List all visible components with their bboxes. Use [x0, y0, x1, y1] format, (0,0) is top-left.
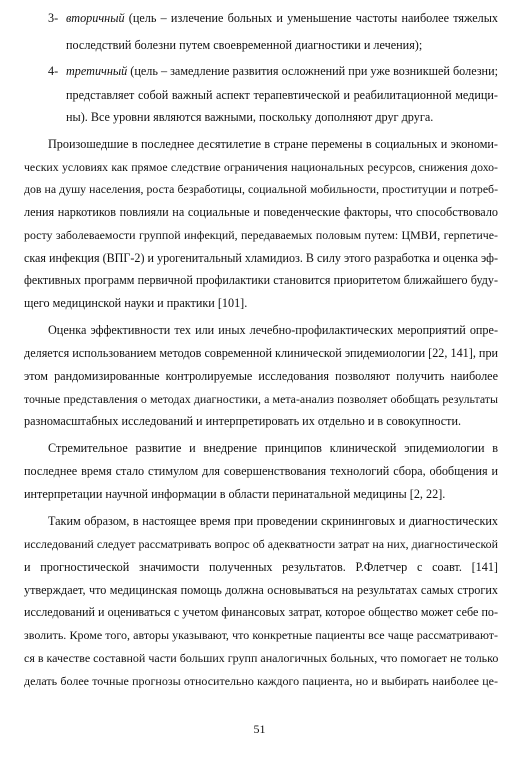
list-term: вторичный [66, 11, 125, 25]
text-line: ны). Все уровни являются важными, поскольку дополняют друг друга. [66, 110, 434, 124]
text-line: исследований и оцениваться с учетом финансовых затрат, которое общество может себе по- [24, 605, 498, 619]
text-line: Таким образом, в настоящее время при проведении скрининговых и диагностических [48, 514, 498, 528]
text-line: ся в качестве составной части больших групп аналогичных больных, что помогает не только [24, 651, 499, 665]
text-line: вторичный (цель – излечение больных и уменьшение частоты наиболее тяжелых [66, 11, 498, 25]
text-line: точные представления о методах диагностики, а мета-анализ позволяет обобщать результаты [24, 392, 498, 406]
text-line: последствий болезни путем своевременной диагностики и лечения); [66, 38, 423, 52]
text-line: деляется использованием методов современной клинической эпидемиологии [22, 141], при [24, 346, 499, 360]
text-line: ская инфекция (ВПГ-2) и урогенитальный хламидиоз. В силу этого разработка и оценка эф- [24, 251, 498, 265]
list-number: 3- [48, 11, 59, 25]
text-line: и прогностической значимости полученных результатов. Р.Флетчер с соавт. [141] [24, 560, 498, 574]
text-line: ческих условиях как прямое следствие ограничения национальных ресурсов, снижения дохо- [24, 160, 498, 174]
list-number: 4- [48, 64, 59, 78]
text-line: росту заболеваемости группой инфекций, передаваемых половым путем: ЦМВИ, герпетиче- [24, 228, 498, 242]
text-line: делать более точные прогнозы относительно каждого пациента, но и выбирать наиболее це- [24, 674, 498, 688]
text-line: третичный (цель – замедление развития осложнений при уже возникшей болезни; [66, 64, 498, 78]
text-line: интерпретации научной информации в области перинатальной медицины [2, 22]. [24, 487, 446, 501]
text-line: этом рандомизированные контролируемые исследования позволяют получить наиболее [24, 369, 498, 383]
text-line: Произошедшие в последнее десятилетие в стране перемены в социальных и экономи- [48, 137, 498, 151]
text-line: последнее время стало стимулом для совершенствования технологий сбора, обобщения и [24, 464, 498, 478]
text-line: представляет собой важный аспект терапевтической и реабилитационной медици- [66, 88, 498, 102]
text-line: зволить. Кроме того, авторы указывают, что конкретные пациенты все чаще рассматривают- [24, 628, 498, 642]
text-line: исследований следует рассматривать вопрос об адекватности затрат на них, диагностической [24, 537, 498, 551]
list-term: третичный [66, 64, 128, 78]
text-line: Оценка эффективности тех или иных лечебно-профилактических мероприятий опре- [48, 323, 498, 337]
text-line: разномасштабных исследований и интерпретировать их отдельно и в совокупности. [24, 414, 462, 428]
text-line: дов на душу населения, роста безработицы, социальной мобильности, проституции и потреб- [24, 182, 498, 196]
text-line: ления наркотиков повлияли на социальные и поведенческие факторы, что способствовало [24, 205, 498, 219]
text-line: щего медицинской науки и практики [101]. [24, 296, 248, 310]
text-line: фективных программ первичной профилактики становится приоритетом ближайшего буду- [24, 273, 498, 287]
text-line: Стремительное развитие и внедрение принципов клинической эпидемиологии в [48, 441, 498, 455]
page-number: 51 [253, 722, 266, 736]
text-line: утверждает, что медицинская помощь должна основываться на результатах самых строгих [24, 583, 498, 597]
